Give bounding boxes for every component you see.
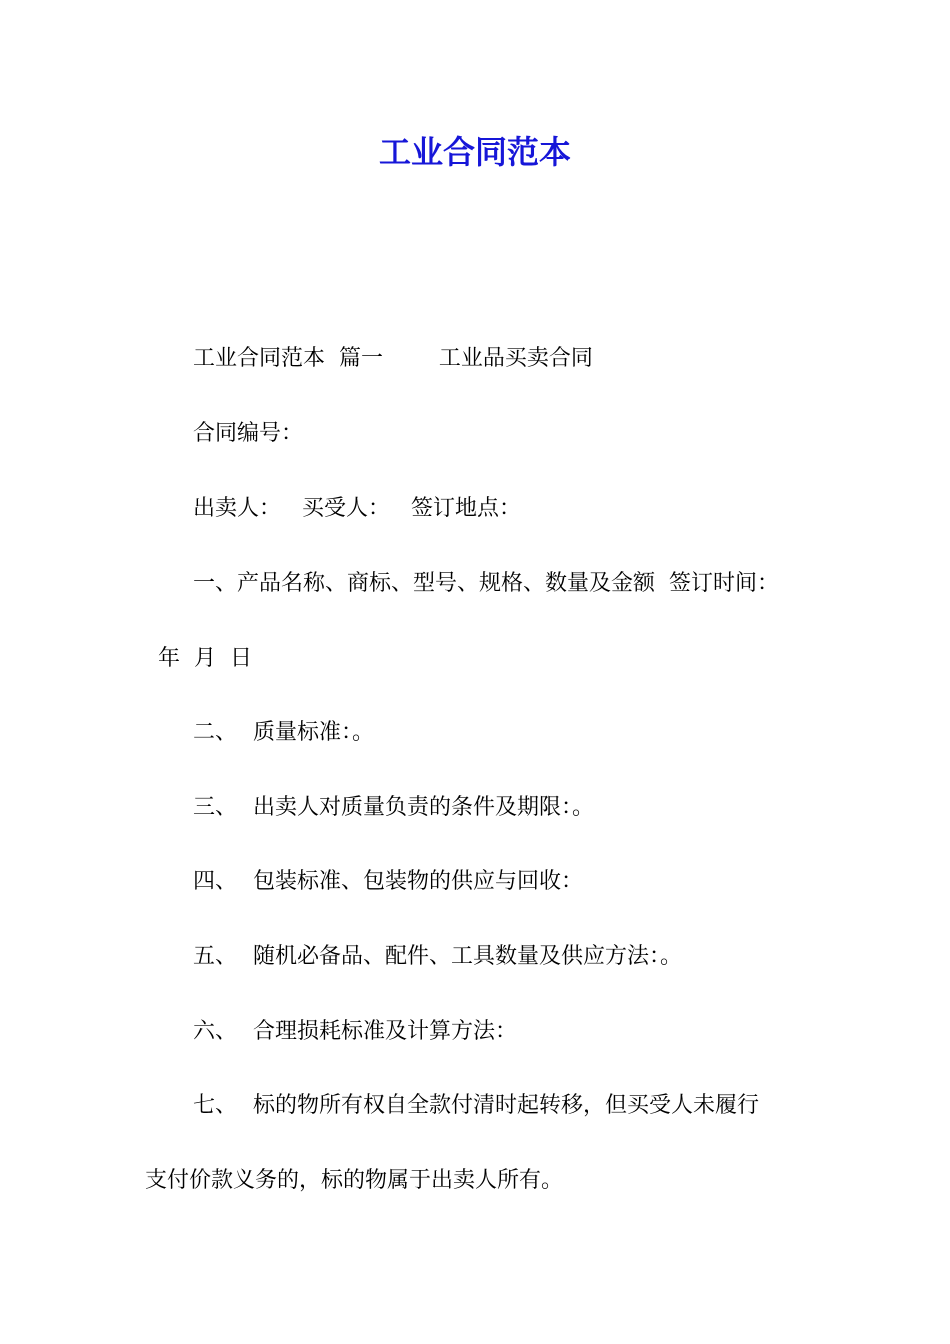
contract-number-label: 合同编号：: [193, 421, 304, 446]
clause-4: [193, 867, 583, 897]
clause-text: 质量标准：。: [253, 720, 375, 745]
clause-number: 七、: [193, 1093, 238, 1118]
clause-number: 四、: [193, 869, 238, 894]
clause-number: 二、: [193, 720, 238, 745]
clause-3: [193, 793, 594, 823]
clause-number: 六、: [193, 1019, 238, 1044]
clause-1: 一、产品名称、商标、型号、规格、数量及金额 签订时间：: [193, 571, 779, 596]
clause-text: 出卖人对质量负责的条件及期限：。: [253, 795, 595, 820]
clause-text: 标的物所有权自全款付清时起转移，但买受人未履行: [253, 1093, 760, 1118]
clause-text: 合理损耗标准及计算方法：: [253, 1019, 518, 1044]
clause-text: 随机必备品、配件、工具数量及供应方法：。: [253, 944, 683, 969]
parties-line: 出卖人： 买受人： 签订地点：: [193, 496, 521, 521]
clause-text: 包装标准、包装物的供应与回收：: [253, 869, 584, 894]
document-heading: 工业合同范本 篇一 工业品买卖合同: [193, 346, 593, 371]
clause-7-continued: 支付价款义务的，标的物属于出卖人所有。: [145, 1168, 564, 1193]
clause-5: [193, 942, 682, 972]
clause-6: [193, 1017, 517, 1047]
clause-2: [193, 718, 374, 748]
document-title: 工业合同范本: [378, 133, 571, 171]
clause-number: 三、: [193, 795, 238, 820]
clause-number: 五、: [193, 944, 238, 969]
clause-7: [193, 1091, 759, 1121]
signing-date: 年 月 日: [158, 646, 252, 671]
